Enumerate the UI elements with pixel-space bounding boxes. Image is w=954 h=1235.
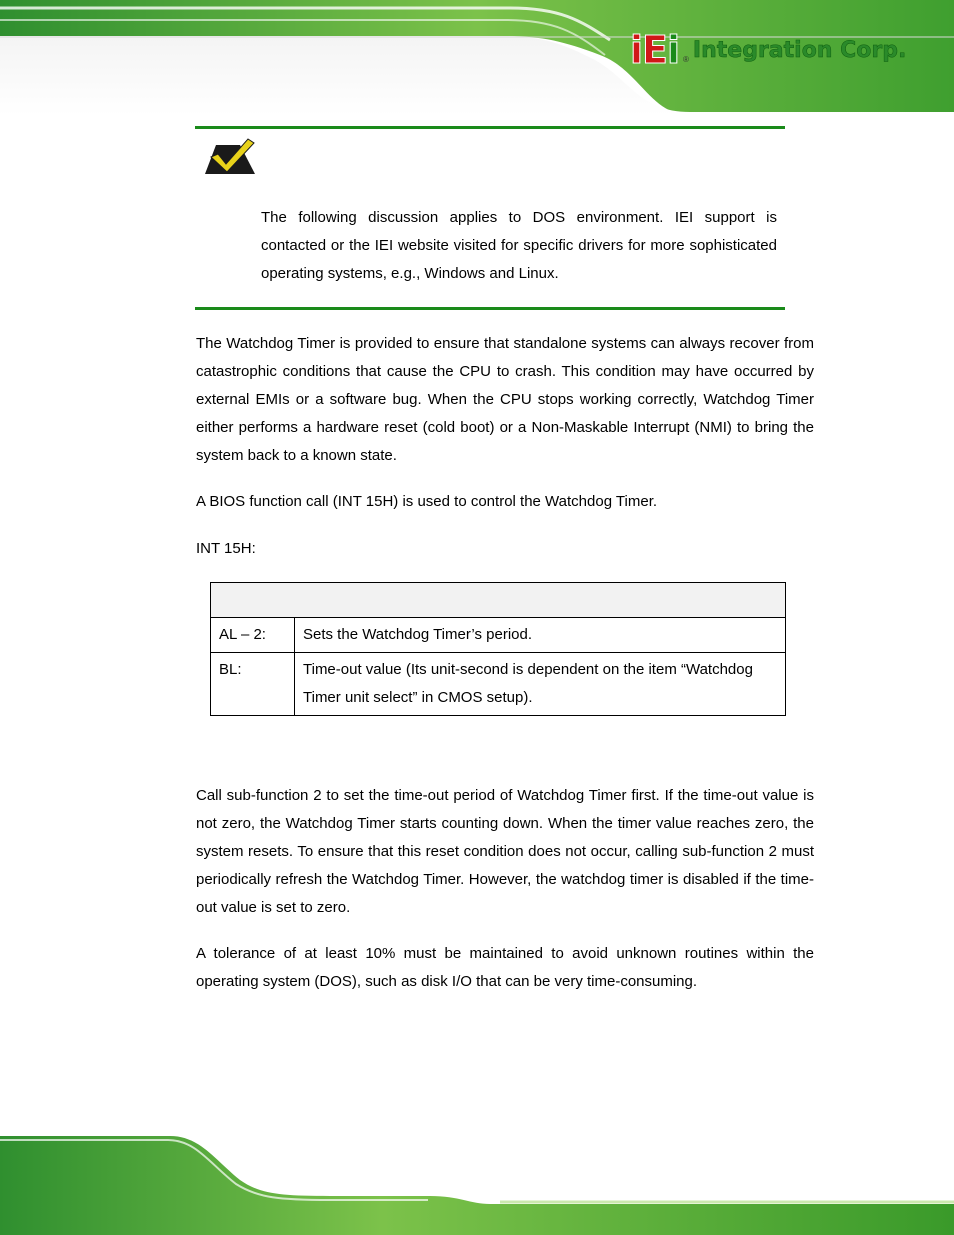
- logo-registered-mark: ®: [683, 55, 689, 64]
- note-top-rule: [195, 126, 785, 129]
- logo-text: Integration Corp.: [692, 37, 907, 63]
- footer-banner: [0, 1130, 954, 1235]
- table-row: [211, 618, 786, 653]
- table-header-cell: [211, 583, 786, 618]
- checkmark-note-icon: [204, 137, 256, 175]
- paragraph-int15h: INT 15H:: [196, 540, 256, 557]
- paragraph-subfunction: Call sub-function 2 to set the time-out period of Watchdog Timer first. If the time-out value is not zero, the Watchdog Timer starts counting down. When the timer value reaches zero, the system resets. To ensure that this reset condition does not occur, calling sub-function 2 must periodically refresh the Watchdog Timer. However, the watchdog timer is disabled if the time-out value is set to zero.: [196, 787, 814, 916]
- note-bottom-rule: [195, 307, 785, 310]
- table-row: [211, 653, 786, 716]
- register-cell: AL – 2:: [211, 618, 295, 653]
- table-header-row: [211, 583, 786, 618]
- int15h-register-table: [210, 582, 786, 716]
- note-text: The following discussion applies to DOS environment. IEI support is contacted or the IEI website visited for specific drivers for more sophisticated operating systems, e.g., Windows and Linux.: [261, 209, 777, 282]
- description-cell: Sets the Watchdog Timer’s period.: [295, 618, 786, 653]
- paragraph-tolerance: A tolerance of at least 10% must be maintained to avoid unknown routines within the operating system (DOS), such as disk I/O that can be very time-consuming.: [196, 945, 814, 990]
- paragraph-watchdog-intro: The Watchdog Timer is provided to ensure that standalone systems can always recover from catastrophic conditions that cause the CPU to crash. This condition may have occurred by external EMIs or a software bug. When the CPU stops working correctly, Watchdog Timer either performs a hardware reset (cold boot) or a Non-Maskable Interrupt (NMI) to bring the system back to a known state.: [196, 335, 814, 464]
- register-cell: BL:: [211, 653, 295, 716]
- logo-mark: iEi: [630, 28, 680, 72]
- description-cell: Time-out value (Its unit-second is dependent on the item “Watchdog Timer unit select” in CMOS setup).: [295, 653, 786, 716]
- company-logo: [630, 26, 906, 74]
- paragraph-bios-call: A BIOS function call (INT 15H) is used to control the Watchdog Timer.: [196, 493, 658, 510]
